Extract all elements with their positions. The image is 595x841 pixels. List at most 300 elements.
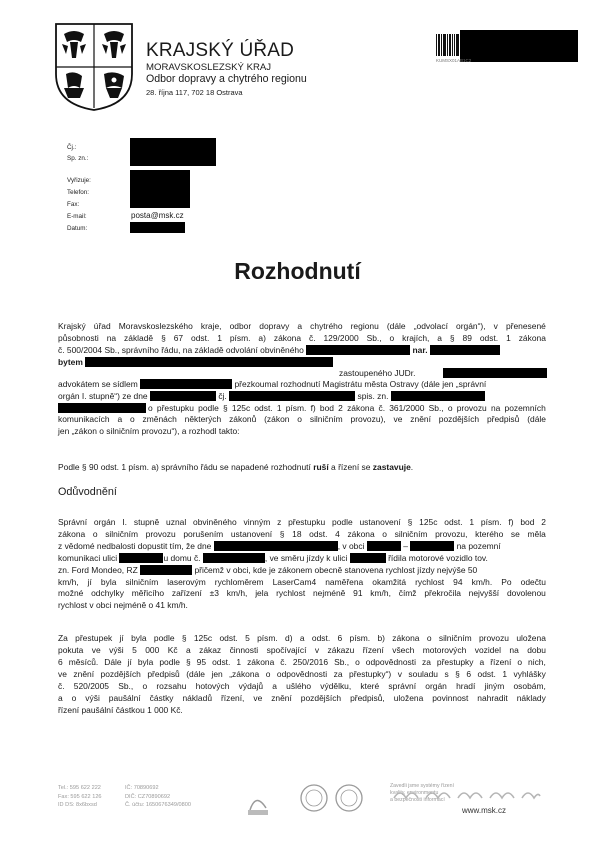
footer-dic: DIČ: CZ70890692	[125, 793, 171, 800]
word: o	[142, 681, 148, 691]
word: náklady	[516, 693, 546, 703]
redacted-ref-block	[130, 138, 216, 166]
word: kraje,	[200, 321, 222, 331]
word: nákladů	[182, 693, 213, 703]
word: ušlého	[286, 681, 312, 691]
word: 1	[506, 333, 511, 343]
word: zařízení	[171, 588, 202, 598]
iso-cert-logo-2	[336, 785, 362, 811]
footer-phone: Tel.: 595 622 222	[58, 785, 101, 791]
word: všech	[392, 645, 415, 655]
word: na	[509, 645, 519, 655]
word: č.	[58, 681, 65, 691]
word: znění	[410, 414, 431, 424]
word: d)	[285, 633, 293, 643]
word: písm.	[257, 633, 278, 643]
text-line	[58, 529, 546, 540]
word: přenesené	[505, 321, 546, 331]
word: měla	[527, 529, 546, 539]
word: 2	[338, 403, 343, 413]
word: orgán“),	[456, 321, 486, 331]
meta-label-spzn: Sp. zn.:	[67, 155, 89, 162]
word: rychlost	[415, 577, 445, 587]
word: o	[389, 333, 395, 343]
word: uložena	[516, 633, 546, 643]
word: Krajský	[58, 321, 86, 331]
word: 125c	[193, 633, 213, 643]
word: písm.	[229, 333, 251, 343]
redacted-lawyer	[443, 368, 547, 378]
authority-address: 28. října 117, 702 18 Ostrava	[146, 88, 243, 97]
text-line	[58, 693, 546, 704]
word: silničním	[309, 414, 343, 424]
text-line	[58, 321, 546, 332]
text-line	[58, 633, 546, 644]
word: chytrého	[310, 321, 343, 331]
meta-label-fax: Fax:	[67, 201, 80, 208]
word: regionu	[350, 321, 379, 331]
word: vinným	[243, 517, 271, 527]
word: odst.	[309, 529, 328, 539]
word: vyhlášky	[513, 669, 546, 679]
text-segment: zn. Ford Mondeo, RZ	[58, 565, 138, 575]
word: b)	[377, 633, 385, 643]
word: 361/2000	[389, 403, 425, 413]
cert-line: Zavedli jsme systémy řízení	[390, 783, 454, 789]
word: zákona	[347, 529, 375, 539]
text-line	[148, 403, 546, 414]
redacted-decision-ref	[229, 391, 355, 401]
word: krajích,	[402, 333, 430, 343]
word: přestupek	[75, 633, 113, 643]
word: o	[71, 693, 77, 703]
word: hradí	[456, 681, 476, 691]
word: základě	[124, 333, 154, 343]
word: laserovým	[167, 577, 206, 587]
word: podle	[198, 403, 219, 413]
word: odbor	[229, 321, 252, 331]
word: porušením	[183, 529, 224, 539]
word: řízení	[490, 657, 512, 667]
word: dovolenou	[506, 588, 546, 598]
word: §	[279, 529, 285, 539]
word: I.	[122, 517, 128, 527]
redacted-offence-date	[214, 541, 338, 551]
word: km/h.	[471, 577, 493, 587]
word: o	[447, 403, 453, 413]
word: §	[222, 403, 228, 413]
word: s	[444, 669, 449, 679]
word: silničním	[438, 633, 472, 643]
cert-line: kvality, environmentu	[390, 790, 439, 796]
word: výdajů	[238, 681, 264, 691]
footer-ico: IČ: 70890692	[125, 785, 159, 791]
text-segment: čj.	[218, 391, 227, 401]
word: osobám,	[513, 681, 546, 691]
word: ve	[393, 414, 403, 424]
text-segment: a řízení se	[331, 462, 371, 472]
word: rychloměrem	[214, 577, 264, 587]
word: v	[314, 645, 320, 655]
iso-cert-logo	[301, 785, 327, 811]
text-line	[58, 588, 546, 599]
text-segment: Podle § 90 odst. 1 písm. a) správního řádu se napadené rozhodnutí	[58, 462, 311, 472]
word: odst.	[311, 633, 331, 643]
word: jen	[211, 669, 223, 679]
word: §	[181, 633, 187, 643]
word: ve	[91, 645, 101, 655]
cert-line: a bezpečnosti informací	[390, 797, 445, 803]
word: §	[185, 657, 191, 667]
word: v	[397, 669, 402, 679]
word: č.	[308, 333, 316, 343]
word: rozsahu	[156, 681, 187, 691]
word: 000	[145, 645, 160, 655]
word: podle	[159, 657, 180, 667]
word: odchylky	[91, 588, 124, 598]
text-line	[58, 565, 546, 576]
text-segment: přezkoumal rozhodnutí Magistrátu města Ostravy (dále jen „správní	[234, 379, 487, 389]
word: možné	[58, 588, 84, 598]
word: ustanovení	[230, 529, 273, 539]
department-name: Odbor dopravy a chytrého regionu	[146, 73, 307, 85]
word: a	[299, 633, 305, 643]
word: znění	[73, 669, 95, 679]
word: ve	[253, 693, 263, 703]
redacted-file-ref-cont	[58, 403, 146, 413]
word: §	[449, 333, 455, 343]
text-line	[58, 541, 546, 552]
word: odst.	[191, 333, 210, 343]
redacted-date	[130, 222, 185, 233]
word: 94	[453, 577, 463, 587]
meta-label-email: E-mail:	[67, 213, 87, 220]
word: Sb.,	[366, 333, 382, 343]
word: o	[297, 414, 302, 424]
word: vozidel	[474, 645, 501, 655]
word: podle	[153, 633, 175, 643]
word: (dále	[527, 414, 546, 424]
word: jí	[127, 657, 132, 667]
word: 5	[245, 633, 250, 643]
footer-contact-col2	[125, 784, 191, 810]
word: Sb.,	[428, 403, 444, 413]
text-segment: , ve směru jízdy k ulici	[264, 553, 348, 563]
word: a	[272, 681, 277, 691]
word: §	[455, 669, 460, 679]
word: výši	[85, 693, 100, 703]
text-segment: řídila motorové vozidlo tov.	[388, 553, 488, 563]
word: odečtu	[520, 577, 546, 587]
word: přestupky	[436, 657, 474, 667]
text-segment: nar.	[412, 345, 428, 355]
word: a)	[258, 333, 266, 343]
redacted-contact-block	[130, 170, 190, 208]
word: v	[493, 321, 498, 331]
word: km/h,	[58, 577, 79, 587]
word: jí	[87, 577, 92, 587]
word: a	[58, 693, 63, 703]
text-line	[58, 645, 546, 656]
word: o	[382, 529, 387, 539]
redacted-decision-date	[150, 391, 216, 401]
word: odst.	[444, 517, 463, 527]
redacted-house-no	[203, 553, 265, 563]
word: 1	[469, 517, 475, 527]
text-segment: , v obci	[337, 541, 365, 551]
word: přestupky“)	[349, 669, 392, 679]
barcode-caption: KUMSX01AB1C2	[436, 58, 472, 63]
word: nich,	[528, 657, 546, 667]
text-line: řízení paušální částkou 1 000 Kč.	[58, 705, 183, 715]
word: dopravy	[259, 321, 290, 331]
word: (dále	[386, 321, 406, 331]
word: měsíců.	[68, 657, 99, 667]
word: č.	[280, 657, 287, 667]
reasoning-heading: Odůvodnění	[58, 486, 117, 498]
text-segment: z vědomé nedbalosti dopustit tím, že dne	[58, 541, 212, 551]
text-line: jen „zákon o silničním provozu“), a rozhodl takto:	[58, 426, 240, 436]
text-segment: –	[403, 541, 408, 551]
word: výši	[109, 645, 124, 655]
word: za	[333, 669, 343, 679]
meta-email-value: posta@msk.cz	[131, 211, 184, 220]
word: výdělku,	[320, 681, 352, 691]
word: odpovědnosti	[365, 657, 416, 667]
word: měřicího	[131, 588, 165, 598]
word: některých	[184, 414, 222, 424]
word: na	[106, 333, 117, 343]
word: uznal	[166, 517, 187, 527]
word: odpovědnosti	[276, 669, 328, 679]
word: (zákon	[264, 414, 290, 424]
word: podle	[332, 517, 353, 527]
word: dobu	[527, 645, 546, 655]
redacted-plate	[140, 565, 192, 575]
footer-fax: Fax: 595 622 126	[58, 793, 102, 800]
word: f)	[508, 517, 514, 527]
redacted-file-ref	[391, 391, 485, 401]
word: 6	[58, 657, 63, 667]
word: předpisů	[486, 414, 520, 424]
text-segment: přičemž v obci, kde je zákonem obecně stanovena rychlost jízdy nejvýše 50	[194, 565, 478, 575]
word: stupně	[133, 517, 160, 527]
word: silničním	[394, 529, 428, 539]
word: orgán	[93, 517, 116, 527]
word: souladu	[408, 669, 438, 679]
word: provozu,	[435, 529, 468, 539]
word: o	[265, 669, 271, 679]
word: 91	[353, 588, 363, 598]
word: odst.	[479, 333, 499, 343]
coat-of-arms-icon	[54, 22, 134, 112]
text-segment: zastoupeného JUDr.	[339, 368, 416, 378]
verdict-annul: ruší	[313, 462, 329, 472]
word: rychlost	[276, 588, 306, 598]
word: písm.	[285, 403, 307, 413]
word: jela	[255, 588, 269, 598]
word: předpisů	[147, 669, 180, 679]
word: hotových	[195, 681, 230, 691]
word: zákona	[392, 633, 420, 643]
redacted-street	[119, 553, 163, 563]
text-line	[58, 345, 546, 356]
word: pokuta	[58, 645, 84, 655]
word: 5	[132, 645, 137, 655]
emas-logo	[248, 800, 268, 815]
word: Sb.,	[334, 657, 350, 667]
word: jí	[119, 633, 124, 643]
word: nejvyšší	[468, 588, 500, 598]
word: písm.	[480, 517, 502, 527]
word: pozdějších	[300, 693, 342, 703]
word: ve	[58, 669, 67, 679]
word: písm.	[349, 633, 371, 643]
word: Dále	[104, 657, 122, 667]
word: o	[92, 529, 98, 539]
word: za	[421, 657, 431, 667]
word: 6	[466, 669, 472, 679]
word: a	[437, 333, 442, 343]
word: LaserCam4	[272, 577, 317, 587]
word: působnosti	[58, 333, 99, 343]
footer-website: www.msk.cz	[462, 806, 506, 815]
verdict-stop: zastavuje	[372, 462, 411, 472]
word: bod	[319, 403, 334, 413]
text-segment: .	[410, 462, 414, 472]
word: zákona	[518, 333, 546, 343]
footer-databox: ID DS: 8x6bxsd	[58, 802, 97, 808]
word: odst.	[254, 403, 273, 413]
word: §	[407, 517, 413, 527]
text-line	[58, 553, 546, 564]
region-name: MORAVSKOSLEZSKÝ KRAJ	[146, 62, 272, 73]
word: orgán	[425, 681, 447, 691]
word: změnách	[142, 414, 177, 424]
redacted-street-2	[350, 553, 386, 563]
text-line	[58, 669, 546, 680]
word: činnosti	[229, 645, 259, 655]
word: Po	[501, 577, 512, 587]
word: Správní	[58, 517, 88, 527]
redacted-address	[85, 357, 333, 367]
word: Za	[58, 633, 68, 643]
word: paušální	[108, 693, 141, 703]
text-line	[58, 333, 546, 344]
word: provozu),	[350, 414, 386, 424]
word: a	[479, 657, 485, 667]
certification-logos	[244, 780, 384, 822]
footer-account: Č. účtu: 1650676349/0800	[125, 802, 191, 808]
redacted-birthdate	[430, 345, 500, 355]
word: 18	[292, 529, 302, 539]
word: odst.	[477, 669, 496, 679]
document-title: Rozhodnutí	[234, 258, 361, 284]
meta-label-datum: Datum:	[67, 225, 88, 232]
word: pozdějších	[100, 669, 141, 679]
meta-label-vyrizuje: Vyřizuje:	[67, 177, 91, 184]
word: uložena	[393, 693, 424, 703]
word: motorových	[422, 645, 467, 655]
decorative-wave-pattern	[392, 786, 542, 804]
word: 2	[541, 517, 546, 527]
word: č.	[378, 403, 386, 413]
word: znění	[271, 693, 292, 703]
word: provozu	[145, 529, 176, 539]
word: okamžitá	[372, 577, 407, 587]
meta-label-cj: Čj.:	[67, 144, 77, 151]
word: zákona	[273, 333, 302, 343]
word: o	[148, 403, 153, 413]
text-line	[58, 357, 546, 368]
text-segment: bytem	[58, 357, 83, 367]
authority-title: KRAJSKÝ ÚŘAD	[146, 40, 295, 61]
text-segment: u domu č.	[163, 553, 201, 563]
word: o	[355, 657, 360, 667]
word: se	[510, 529, 520, 539]
text-line	[58, 657, 546, 668]
word: Kč	[167, 645, 178, 655]
word: pozemních	[504, 403, 546, 413]
word: a	[185, 645, 191, 655]
word: pozdějších	[438, 414, 480, 424]
word: odst.	[212, 657, 231, 667]
word: překročila	[424, 588, 461, 598]
word: 125c	[231, 403, 251, 413]
word: nahradit	[477, 693, 508, 703]
word: „zákona	[229, 669, 260, 679]
word: spočívající	[266, 645, 307, 655]
word: 1	[276, 403, 282, 413]
word: komunikacích	[58, 414, 110, 424]
word: 89	[462, 333, 472, 343]
word: 1	[236, 657, 242, 667]
word: předpisů,	[350, 693, 385, 703]
word: 4	[335, 529, 340, 539]
word: nejméně	[312, 588, 346, 598]
redacted-town-part	[410, 541, 454, 551]
text-segment: na pozemní	[456, 541, 501, 551]
word: 1	[502, 669, 508, 679]
word: km/h,	[226, 588, 248, 598]
text-segment: advokátem se sídlem	[58, 379, 138, 389]
word: byla	[137, 657, 154, 667]
text-line	[58, 391, 546, 402]
word: 67	[173, 333, 184, 343]
word: zákonů	[229, 414, 257, 424]
word: zákona	[347, 403, 375, 413]
word: zákaz	[199, 645, 222, 655]
text-segment: orgán I. stupně“) ze dne	[58, 391, 148, 401]
word: 95	[196, 657, 207, 667]
word: přestupku	[288, 517, 326, 527]
word: čímž	[398, 588, 417, 598]
text-line	[58, 577, 546, 588]
word: byla	[100, 577, 117, 587]
text-segment: č. 500/2004 Sb., správního řádu, na základě odvolání obviněného	[58, 345, 304, 355]
text-line	[58, 681, 546, 692]
word: odst.	[219, 633, 238, 643]
redacted-barcode	[460, 30, 578, 62]
word: ustanovení	[359, 517, 401, 527]
word: zákona	[247, 657, 275, 667]
word: f)	[310, 403, 316, 413]
word: silničním	[105, 529, 139, 539]
word: zákazu	[327, 645, 355, 655]
word: o	[517, 657, 523, 667]
word: bod	[520, 517, 535, 527]
verdict-line	[58, 462, 546, 473]
